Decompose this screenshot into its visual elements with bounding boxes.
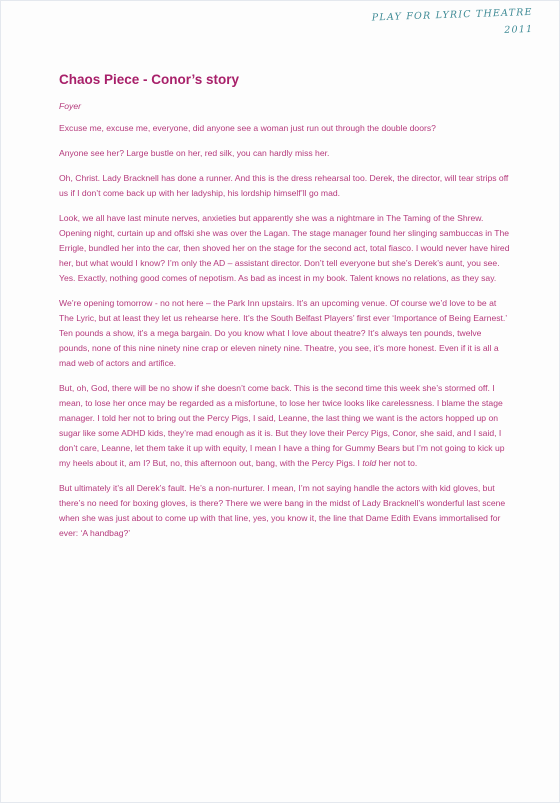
scene-setting: Foyer (59, 101, 81, 111)
annotation-line-1: PLAY FOR LYRIC THEATRE (371, 6, 533, 24)
paragraph-3: Oh, Christ. Lady Bracknell has done a runner. And this is the dress rehearsal too. Derek, the director, will tear strips off us if I don’t come back up with her ladyship, his lordship himself’ll go mad. (59, 173, 509, 198)
emphasis-told: told (362, 458, 377, 468)
document-title: Chaos Piece - Conor’s story (59, 72, 240, 87)
paragraph-7: But ultimately it’s all Derek’s fault. He’s a non-nurturer. I mean, I’m not saying handle the actors with kid gloves, but there’s no need for boxing gloves, is there? There we were bang in the midst of Lady Bracknell’s wonderful last scene when she was just about to come up with that line, yes, you know it, the line that Dame Edith Evans immortalised for ever: ‘A handbag?’ (59, 483, 506, 538)
paragraph-5: We’re opening tomorrow - no not here – the Park Inn upstairs. It’s an upcoming venue. Of course we’d love to be at The Lyric, but at least they let us rehearse here. It’s the South Belfast Players’ first ever ‘Importance of Being Earnest.’ Ten pounds a show, it’s a mega bargain. Do you know what I love about theatre? It’s always ten pounds, twelve pounds, none of this nine ninety nine crap or eleven ninety nine. Theatre, you see, it’s more honest. Even if it is all a mad web of actors and artifice. (59, 298, 507, 368)
paragraph-1: Excuse me, excuse me, everyone, did anyone see a woman just run out through the double doors? (59, 123, 436, 133)
paragraph-6: But, oh, God, there will be no show if she doesn’t come back. This is the second time this week she’s stormed off. I mean, to lose her once may be regarded as a misfortune, to lose her twice looks like carelessness. I blame the stage manager. I told her not to bring out the Percy Pigs, I said, Leanne, the last thing we want is the actors hopped up on sugar like some ADHD kids, they’re mad enough as it is. But they love their Percy Pigs, Conor, she said, and I said, I don’t care, Leanne, let them take it up with equity, I mean I have a thing for Gummy Bears but I’m not going to kick up my heels about it, am I? But, no, this afternoon out, bang, with the Percy Pigs. I told her not to. (59, 383, 505, 468)
handwritten-annotation (352, 4, 533, 44)
annotation-line-2: 2011 (504, 23, 534, 36)
paragraph-2: Anyone see her? Large bustle on her, red silk, you can hardly miss her. (59, 148, 330, 158)
paragraph-4: Look, we all have last minute nerves, anxieties but apparently she was a nightmare in The Taming of the Shrew. Opening night, curtain up and offski she was over the Lagan. The stage manager found her slinging sambuccas in The Errigle, bundled her into the car, then shoved her on the stage for the second act, total fiasco. I would never have hired her, but what would I know? I’m only the AD – assistant director. Don’t tell everyone but she’s Derek’s aunt, you see. Yes. Exactly, nothing good comes of nepotism. As bad as incest in my book. Talent knows no relations, as they say. (59, 213, 510, 283)
document-body (59, 71, 513, 551)
